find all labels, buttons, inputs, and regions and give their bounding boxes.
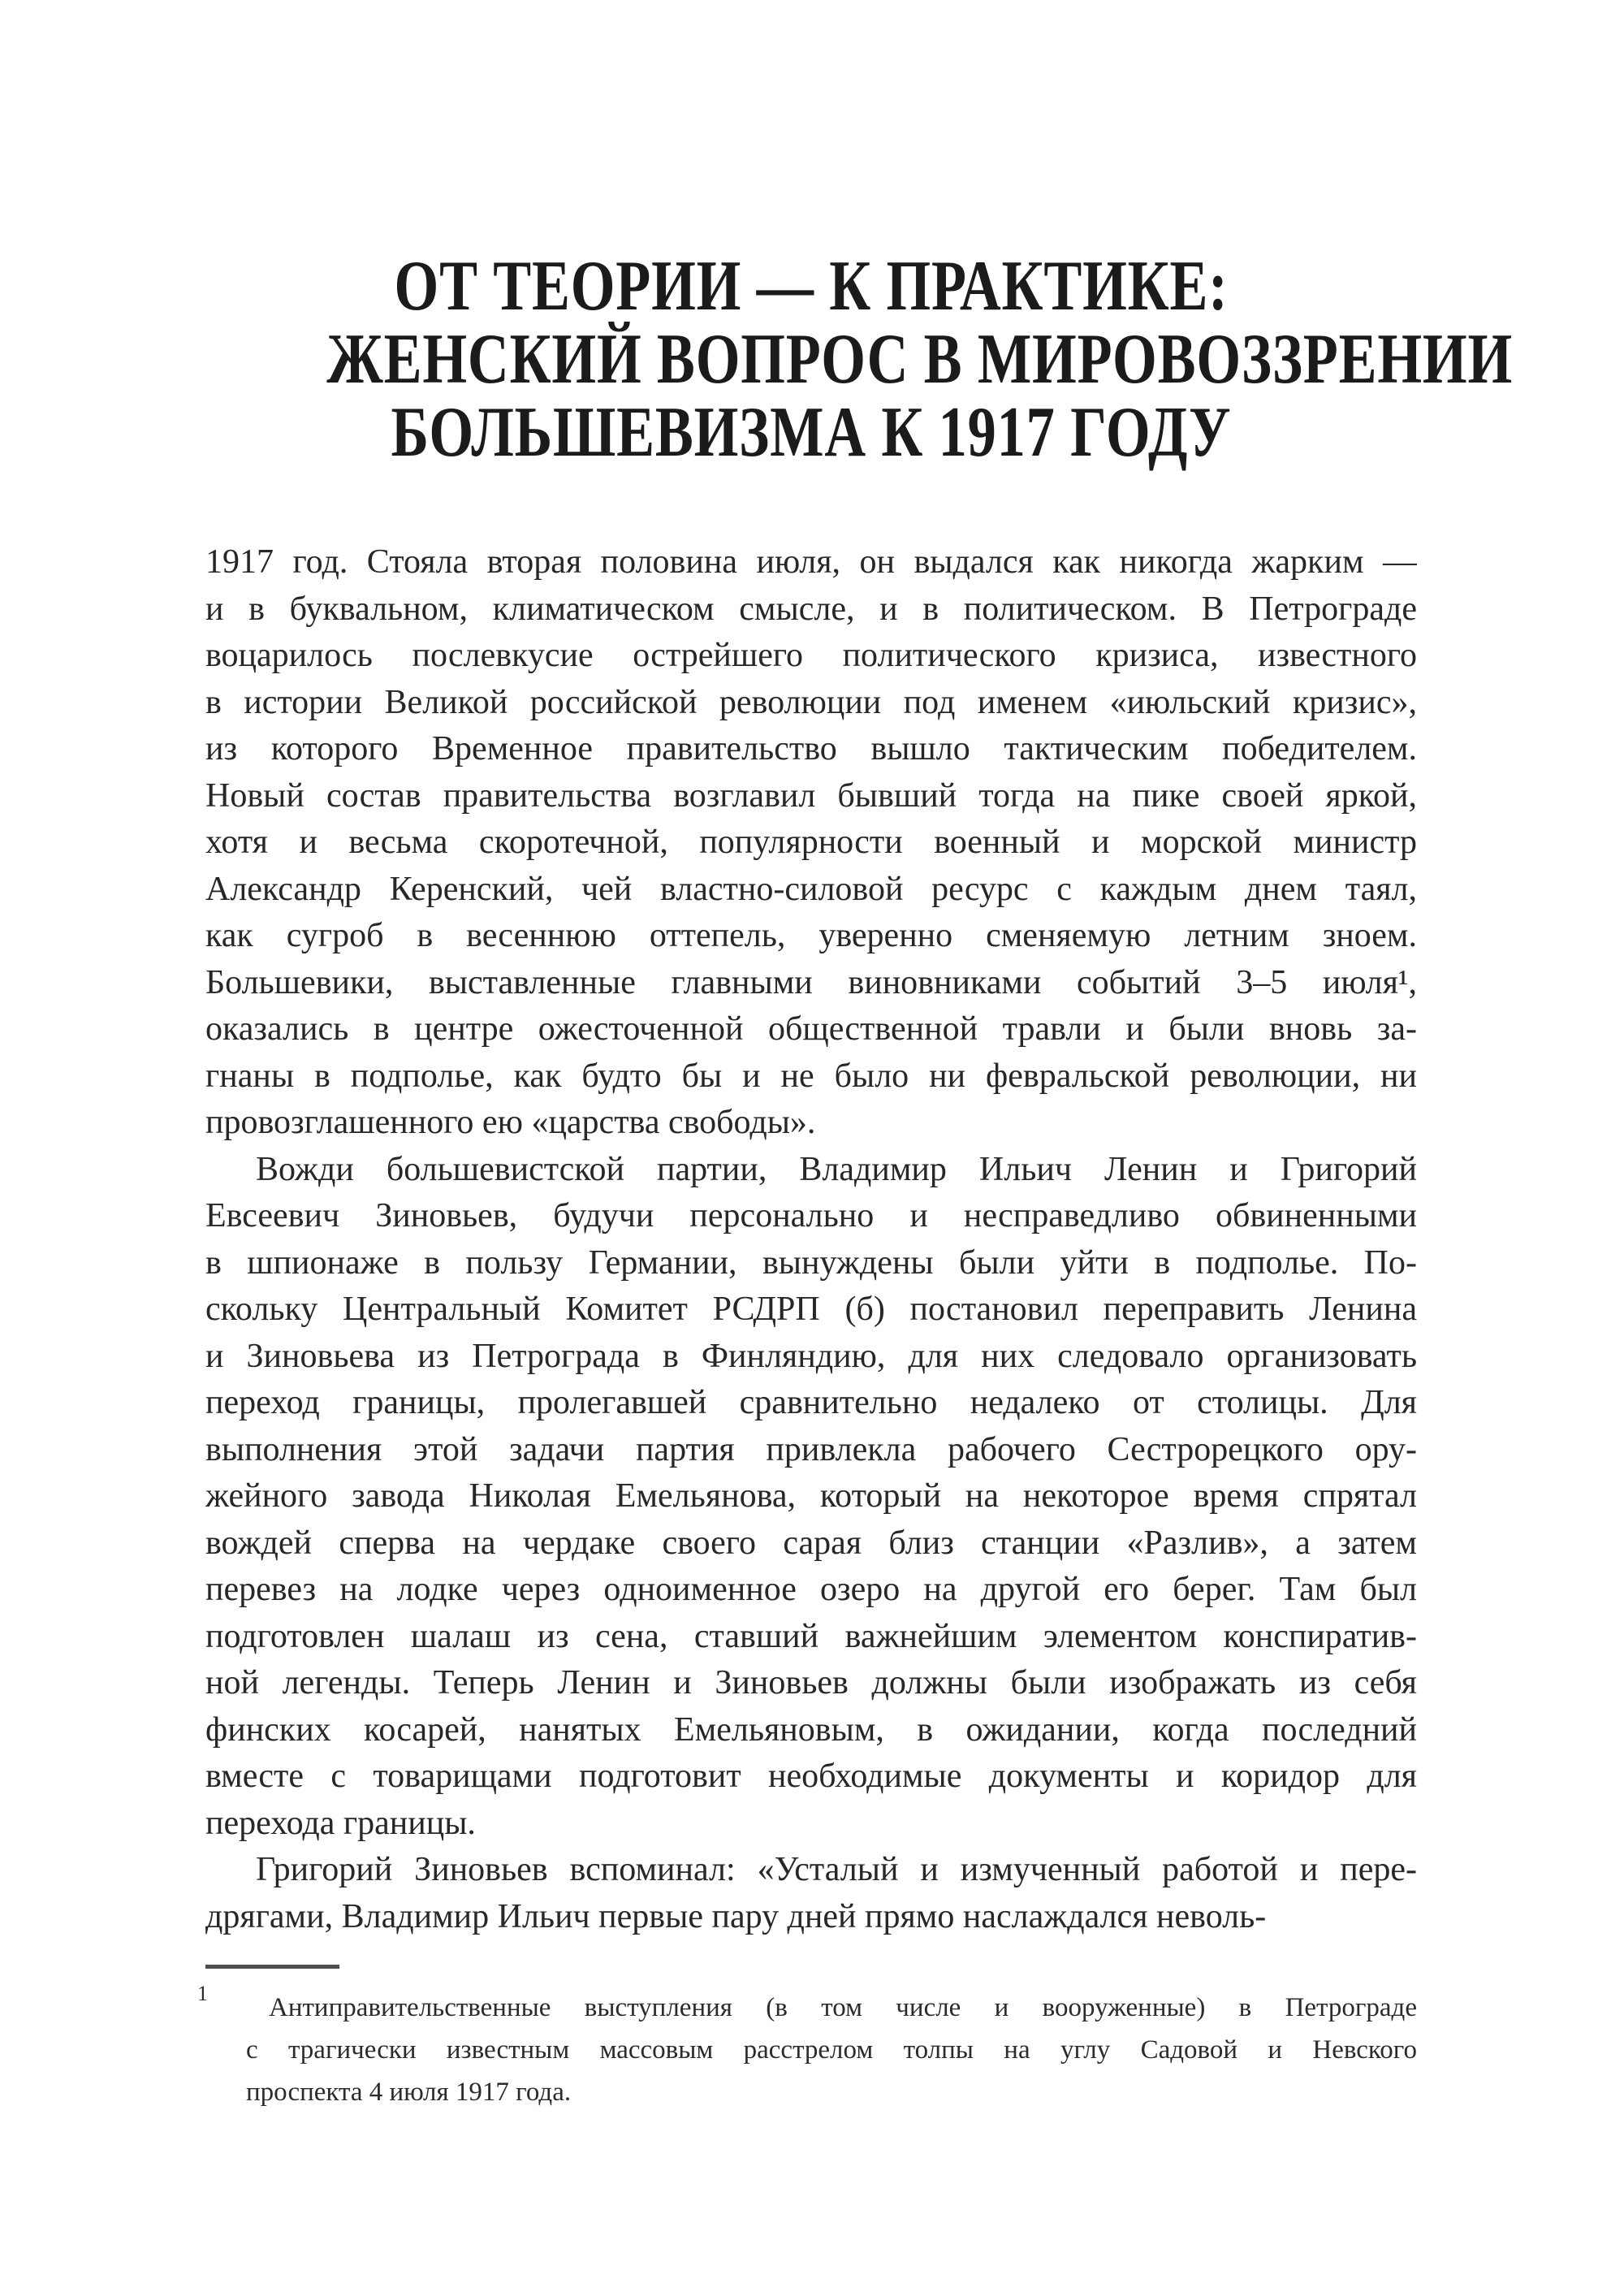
body-text-line: жейного завода Николая Емельянова, который на некоторое время спрятал bbox=[205, 1477, 1417, 1515]
body-text-line: ной легенды. Теперь Ленин и Зиновьев должны были изображать из себя bbox=[205, 1664, 1417, 1701]
chapter-title bbox=[205, 247, 1514, 472]
body-text-line: скольку Центральный Комитет РСДРП (б) постановил переправить Ленина bbox=[205, 1291, 1417, 1328]
footnote bbox=[197, 1982, 1417, 2113]
body-text-line: дрягами, Владимир Ильич первые пару дней прямо наслаждался неволь- bbox=[205, 1897, 1267, 1935]
chapter-title-line: ЖЕНСКИЙ ВОПРОС В МИРОВОЗЗРЕНИИ bbox=[326, 320, 1514, 399]
body-text-line: подготовлен шалаш из сена, ставший важнейшим элементом конспиратив- bbox=[205, 1617, 1417, 1655]
body-text-line: Александр Керенский, чей властно-силовой ресурс с каждым днем таял, bbox=[205, 870, 1417, 908]
body-text-line: хотя и весьма скоротечной, популярности военный и морской министр bbox=[205, 824, 1417, 861]
footnote-separator bbox=[205, 1965, 339, 1969]
body-text-line: и в буквальном, климатическом смысле, и в политическом. В Петрограде bbox=[205, 590, 1417, 628]
body-text-line: Григорий Зиновьев вспоминал: «Усталый и измученный работой и пере- bbox=[256, 1851, 1417, 1888]
body-text-line: финских косарей, нанятых Емельяновым, в ожидании, когда последний bbox=[205, 1710, 1417, 1749]
body-text-line: в шпионаже в пользу Германии, вынуждены были уйти в подполье. По- bbox=[205, 1243, 1417, 1282]
body-text-line: из которого Временное правительство вышло тактическим победителем. bbox=[205, 730, 1417, 767]
body-text-line: вместе с товарищами подготовит необходимые документы и коридор для bbox=[205, 1758, 1417, 1795]
body-text-line: и Зиновьева из Петрограда в Финляндию, для них следовало организовать bbox=[205, 1337, 1417, 1375]
footnote-text-line: Антиправительственные выступления (в том числе и вооруженные) в Петрограде bbox=[269, 1993, 1417, 2022]
body-text-line: воцарилось послевкусие острейшего политического кризиса, известного bbox=[205, 637, 1417, 674]
footnote-text bbox=[246, 1987, 1417, 2113]
body-text-line: вождей сперва на чердаке своего сарая близ станции «Разлив», а затем bbox=[205, 1524, 1417, 1562]
body-text-line: Новый состав правительства возглавил бывший тогда на пике своей яркой, bbox=[205, 776, 1417, 815]
text-block bbox=[197, 247, 1514, 2113]
body-text-line: как сугроб в весеннюю оттепель, уверенно сменяемую летним зноем. bbox=[205, 917, 1417, 954]
body-text-line: Евсеевич Зиновьев, будучи персонально и несправедливо обвиненными bbox=[205, 1197, 1417, 1234]
body-text-line: выполнения этой задачи партия привлекла рабочего Сестрорецкого ору- bbox=[205, 1430, 1417, 1468]
body-text-line: в истории Великой российской революции под именем «июльский кризис», bbox=[205, 683, 1417, 721]
body-text-line: гнаны в подполье, как будто бы и не было ни февральской революции, ни bbox=[205, 1057, 1417, 1095]
chapter-title-line: БОЛЬШЕВИЗМА К 1917 ГОДУ bbox=[391, 393, 1232, 472]
body-text-line: 1917 год. Стояла вторая половина июля, он выдался как никогда жарким — bbox=[205, 543, 1417, 581]
body-text-line: провозглашенного ею «царства свободы». bbox=[205, 1104, 816, 1141]
body-text bbox=[205, 539, 1417, 1940]
chapter-title-line: ОТ ТЕОРИИ — К ПРАКТИКЕ: bbox=[394, 247, 1229, 326]
footnote-marker: 1 bbox=[197, 1982, 208, 2005]
body-text-line: Большевики, выставленные главными виновниками событий 3–5 июля¹, bbox=[205, 963, 1417, 1001]
body-text-line: Вожди большевистской партии, Владимир Ильич Ленин и Григорий bbox=[256, 1150, 1417, 1188]
body-text-line: переход границы, пролегавшей сравнительно недалеко от столицы. Для bbox=[205, 1384, 1417, 1421]
footnote-text-line: с трагически известным массовым расстрелом толпы на углу Садовой и Невского bbox=[246, 2035, 1417, 2065]
footnote-text-line: проспекта 4 июля 1917 года. bbox=[246, 2078, 572, 2107]
body-text-line: оказались в центре ожесточенной общественной травли и были вновь за- bbox=[205, 1010, 1417, 1048]
body-text-line: перевез на лодке через одноименное озеро на другой его берег. Там был bbox=[205, 1571, 1417, 1608]
body-text-line: перехода границы. bbox=[205, 1804, 476, 1842]
